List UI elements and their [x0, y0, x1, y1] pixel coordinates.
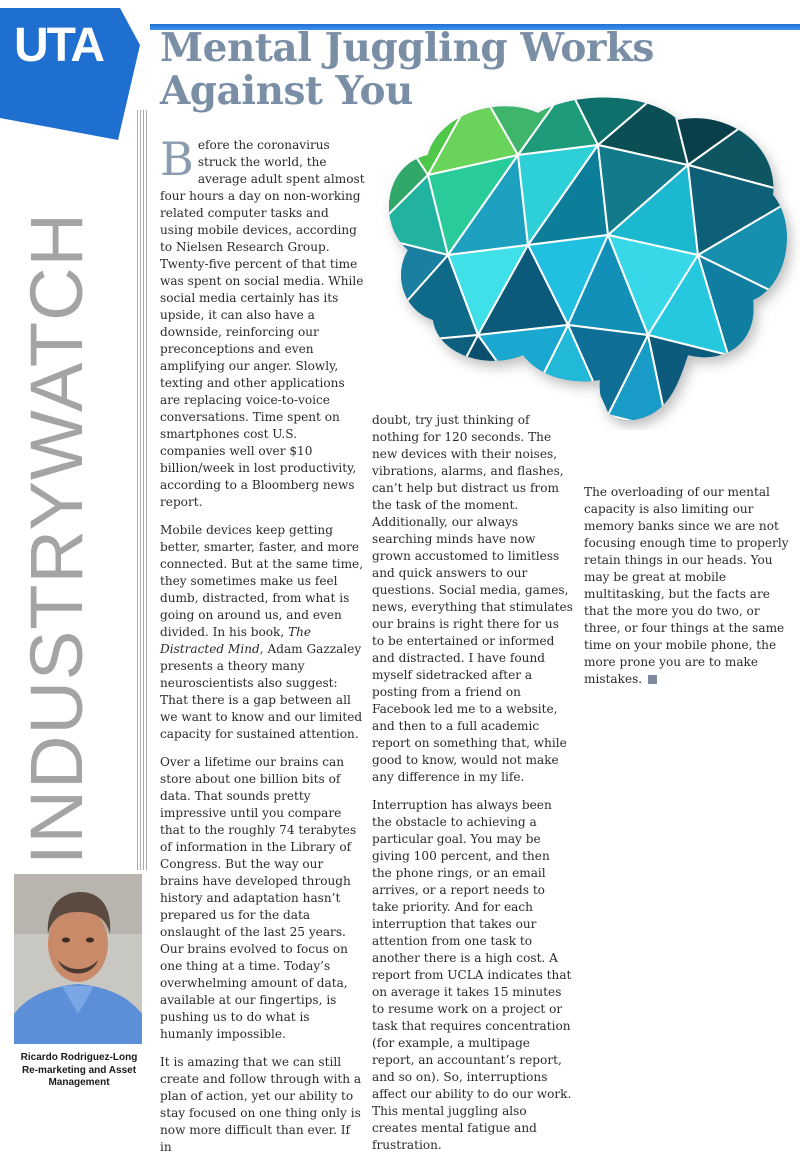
article-column-1 [160, 132, 365, 1167]
brain-illustration [368, 85, 800, 430]
author-caption [4, 1052, 154, 1090]
paragraph: doubt, try just thinking of nothing for 120 seconds. The new devices with their noises, vibrations, alarms, and flashes, can’t help but distract us from the task of the moment. Additionally, our always searching minds have now grown accustomed to limitless and quick answers to our questions. Social media, games, news, everything that stimulates our brains is right there for us to be entertained or informed and distracted. I have found myself sidetracked after a posting from a friend on Facebook led me to a website, and then to a full academic report on something that, while good to know, would not make any difference in my life. [372, 413, 573, 784]
drop-cap: B [160, 132, 194, 186]
portrait-icon [14, 874, 142, 1044]
author-role: Re-marketing and Asset Management [21, 1064, 137, 1088]
article-column-3 [584, 484, 790, 699]
logo-text: UTA [14, 19, 104, 72]
paragraph-text: efore the coronavirus struck the world, the average adult spent almost four hours a day on non-working related computer tasks and using mobile devices, according to Nielsen Research Group. Twenty-five percent of that time was spent on social media. While social media certainly has its upside, it can also have a downside, reinforcing our preconceptions and even amplifying our anger. Slowly, texting and other applications are replacing voice-to-voice conversations. Time spent on smartphones cost U.S. companies well over $10 billion/week in lost productivity, according to a Bloomberg news report. [160, 138, 365, 509]
author-photo [14, 874, 142, 1044]
section-label: INDUSTRYWATCH [15, 212, 98, 865]
vertical-rule [137, 110, 147, 870]
author-name: Ricardo Rodriguez-Long [20, 1052, 138, 1063]
paragraph [160, 522, 365, 743]
paragraph: Interruption has always been the obstacle to achieving a particular goal. You may be giving 100 percent, and then the phone rings, or an email arrives, or a report needs to take priority. And for each interruption that takes our attention from one task to another there is a high cost. A report from UCLA indicates that on average it takes 15 minutes to resume work on a project or task that requires concentration (for example, a multipage report, an accountant’s report, and so on). So, interruptions affect our ability to do our work. This mental juggling also creates mental fatigue and frustration. [372, 798, 572, 1152]
book-title: The Distracted Mind [160, 625, 312, 656]
paragraph [160, 132, 365, 511]
brain-icon [368, 85, 800, 430]
paragraph [584, 484, 790, 688]
paragraph-text: Mobile devices keep getting better, smarter, faster, and more connected. But at the same time, they sometimes make us feel dumb, distracted, from what is going on around us, and even divided. In his book, [160, 523, 364, 639]
article-column-2 [372, 412, 573, 1165]
uta-logo [0, 0, 150, 150]
end-mark-icon [648, 675, 657, 684]
article-title: Mental Juggling Works Against You [160, 25, 654, 114]
paragraph-text: , Adam Gazzaley presents a theory many neuroscientists also suggest: That there is a gap between all we want to know and our limited capacity for sustained attention. [160, 642, 363, 741]
paragraph: Over a lifetime our brains can store about one billion bits of data. That sounds pretty impressive until you compare that to the roughly 74 terabytes of information in the Library of Congress. But the way our brains have developed through history and adaptation hasn’t prepared us for the data onslaught of the last 25 years. Our brains evolved to focus on one thing at a time. Today’s overwhelming amount of data, available at our fingertips, is pushing us to do what is humanly impossible. [160, 755, 357, 1041]
paragraph-text: The overloading of our mental capacity is also limiting our memory banks since we are not focusing enough time to properly retain things in our heads. You may be great at mobile multitasking, but the facts are that the more you do two, or three, or four things at the same time on your mobile phone, the more prone you are to make mistakes. [584, 485, 789, 686]
paragraph: It is amazing that we can still create and follow through with a plan of action, yet our ability to stay focused on one thing only is now more difficult than ever. If in [160, 1055, 362, 1154]
